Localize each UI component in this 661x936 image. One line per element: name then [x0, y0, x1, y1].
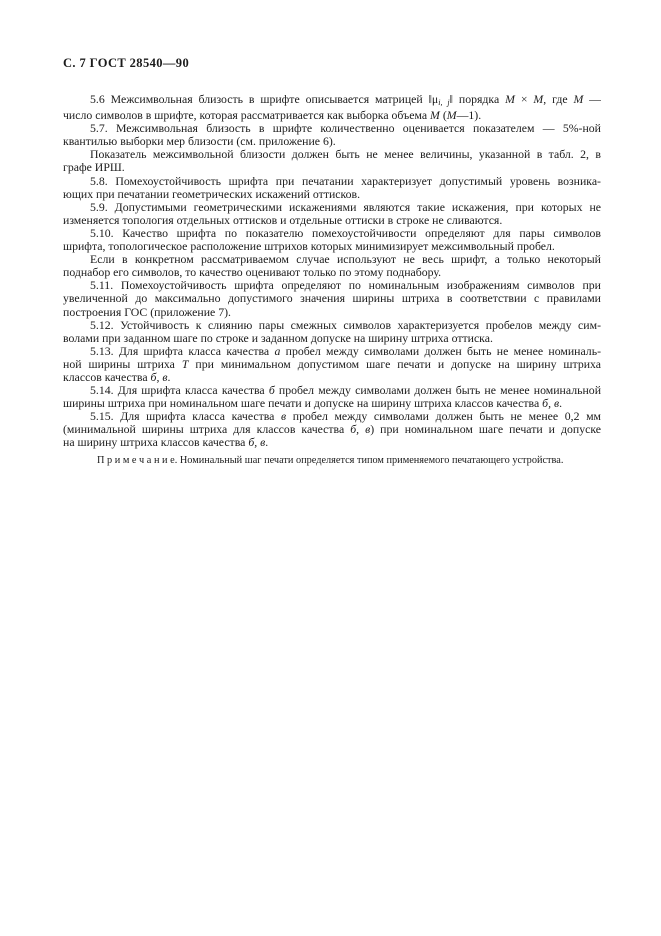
text-segment: 5.6 Межсимвольная близость в шрифте описывается матрицей ‖μ	[90, 92, 439, 106]
paragraph	[63, 279, 601, 318]
text-segment: квантилью выборки мер близости (см. приложение 6).	[63, 134, 336, 149]
text-segment: число символов в шрифте, которая рассматривается как выборка объема	[63, 108, 431, 123]
text-segment: ‖ порядка	[449, 92, 506, 106]
text-segment: классов качества	[63, 369, 151, 384]
text-segment: М	[430, 108, 440, 123]
text-segment: пробел между символами должен быть не менее 0,2 мм	[286, 409, 602, 424]
text-segment: а	[274, 343, 281, 358]
text-segment: изменяется топология отдельных оттисков и отдельные оттиски в строке не сливаются.	[63, 212, 503, 227]
paragraph	[63, 201, 601, 227]
paragraph	[63, 93, 601, 122]
text-segment: б	[268, 383, 275, 398]
text-segment: б, в	[542, 396, 560, 411]
paragraph	[63, 410, 601, 449]
text-segment: Если в конкретном рассматриваемом случае используют не весь шрифт, а только некоторый	[90, 252, 601, 267]
paragraph	[63, 345, 601, 384]
text-segment: ширины штриха при номинальном шаге печати и допуске на ширину штриха классов качества	[63, 396, 543, 411]
text-line	[63, 455, 619, 467]
paragraph	[63, 175, 601, 201]
text-segment: (минимальной ширины штриха для классов качества	[63, 422, 351, 437]
text-segment: 5.10. Качество шрифта по показателю помехоустойчивости определяют для пары символов	[90, 225, 601, 240]
text-segment: ющих при печатании геометрических искажений оттисков.	[63, 186, 361, 201]
text-segment: в	[281, 409, 287, 424]
page-header: С. 7 ГОСТ 28540—90	[63, 56, 190, 70]
paragraph	[63, 227, 601, 253]
text-segment: 5.15. Для шрифта класса качества	[90, 409, 282, 424]
text-segment: графе ИРШ.	[63, 160, 125, 175]
text-line	[63, 93, 601, 109]
text-segment: на ширину штриха классов качества	[63, 435, 249, 450]
text-segment: поднабор его символов, то качество оценивают только по этому поднабору.	[63, 265, 442, 280]
text-line	[63, 436, 601, 449]
paragraph	[63, 384, 601, 410]
text-segment: 5.14. Для шрифта класса качества	[90, 383, 269, 398]
text-segment: при минимальном допустимом шаге печати и допуске на ширину штриха	[188, 356, 602, 371]
text-segment: 5.7. Межсимвольная близость в шрифте количественно оценивается показателем — 5%-ной	[90, 121, 601, 136]
text-segment: построения ГОС (приложение 7).	[63, 304, 231, 319]
text-segment: пробел между символами должен быть не менее номиналь-	[280, 343, 602, 358]
text-segment: .	[265, 435, 269, 450]
paragraph	[63, 319, 601, 345]
text-segment: М	[505, 92, 515, 106]
text-line	[63, 148, 601, 161]
text-segment: —1).	[456, 108, 482, 123]
note-paragraph	[63, 455, 619, 467]
text-segment: ) при номинальном шаге печати и допуске	[370, 422, 601, 437]
paragraph	[63, 122, 601, 148]
text-segment: —	[583, 92, 601, 106]
text-segment: , где	[543, 92, 574, 106]
text-segment: б, в	[150, 369, 168, 384]
text-segment: ной ширины штриха	[63, 356, 182, 371]
text-segment: Показатель межсимвольной близости должен быть не менее величины, указанной в табл. 2, в	[90, 147, 601, 162]
paragraph	[63, 253, 601, 279]
text-segment: 5.13. Для шрифта класса качества	[90, 343, 275, 358]
text-segment: 5.12. Устойчивость к слиянию пары смежных символов характеризуется пробелов между сим-	[90, 317, 601, 332]
text-segment: Т	[181, 356, 189, 371]
text-segment: 5.9. Допустимыми геометрическими искажениями являются такие искажения, при которых не	[90, 199, 601, 214]
text-segment: пробел между символами должен быть не менее номинальной	[274, 383, 602, 398]
text-segment: П р и м е ч а н и е. Номинальный шаг печати определяется типом применяемого печатающего устройства.	[97, 454, 564, 466]
document-body	[63, 93, 601, 467]
paragraph	[63, 148, 601, 174]
text-segment: М	[533, 92, 544, 106]
text-segment: 5.11. Помехоустойчивость шрифта определяют по номинальным изображениям символов при	[90, 278, 601, 293]
text-segment: М	[573, 92, 584, 106]
text-segment: увеличенной до максимально допустимого значения ширины штриха в соответствии с правилами	[63, 291, 601, 306]
text-segment: волами при заданном шаге по строке и заданном допуске на ширину штриха оттиска.	[63, 330, 493, 345]
text-segment: 5.8. Помехоустойчивость шрифта при печатании характеризует допустимый уровень возника-	[90, 173, 601, 188]
text-segment: б, в	[350, 422, 371, 437]
text-segment: i, j	[438, 98, 450, 107]
text-segment: шрифта, топологическое расположение штрихов которых минимизирует межсимвольный пробел.	[63, 239, 555, 254]
text-segment: .	[167, 369, 171, 384]
text-segment: б, в	[248, 435, 266, 450]
text-segment: .	[559, 396, 563, 411]
text-segment: ×	[514, 92, 534, 106]
text-segment: М	[446, 108, 457, 123]
text-segment: (	[439, 108, 447, 123]
